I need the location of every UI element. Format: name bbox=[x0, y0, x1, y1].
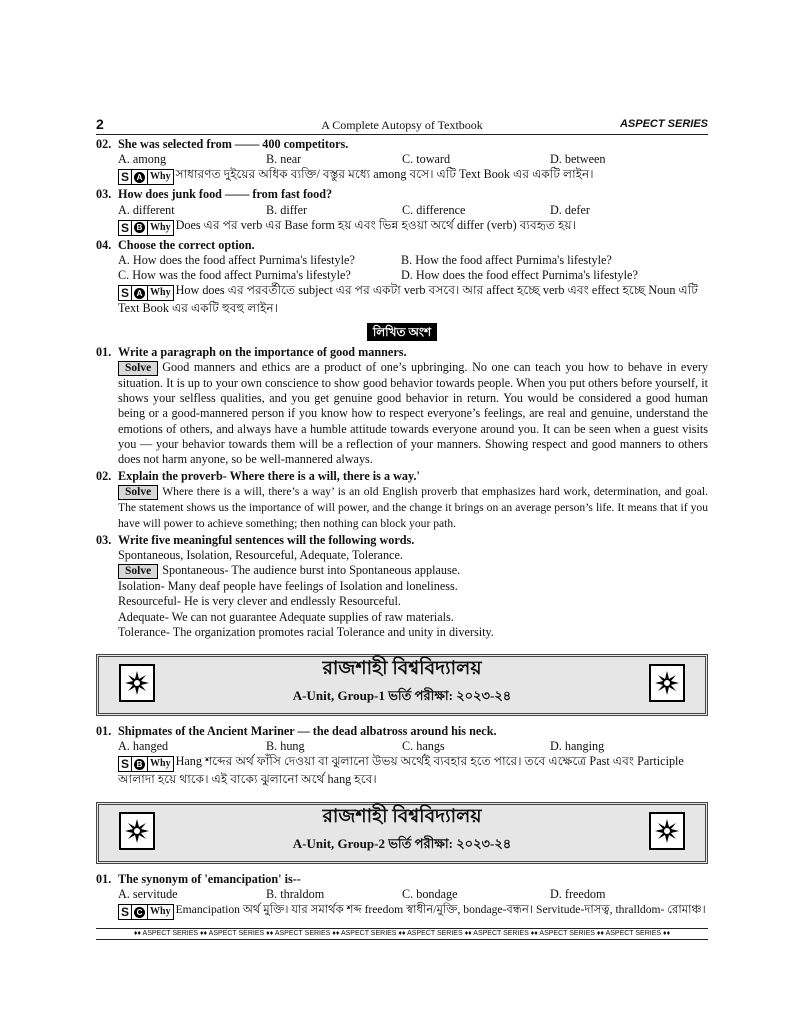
option: C. How was the food affect Purnima's lifestyle? bbox=[118, 268, 351, 283]
option: B. differ bbox=[266, 202, 308, 217]
answer-badge: S B Why bbox=[118, 756, 174, 772]
question: 03. How does junk food —— from fast food? bbox=[96, 187, 333, 202]
option: A. among bbox=[118, 152, 167, 167]
answer-letter: C bbox=[134, 907, 145, 918]
question: 01. Write a paragraph on the importance of good manners. bbox=[96, 344, 407, 359]
book-title: A Complete Autopsy of Textbook bbox=[321, 118, 483, 132]
option: A. servitude bbox=[118, 886, 178, 901]
options bbox=[96, 739, 708, 754]
options bbox=[96, 268, 708, 283]
page-footer: ♦♦ ASPECT SERIES ♦♦ ASPECT SERIES ♦♦ ASPECT SERIES ♦♦ ASPECT SERIES ♦♦ ASPECT SERIES ♦♦ ASPECT SERIES ♦♦ ASPECT SERIES ♦♦ ASPECT SERIES ♦♦ bbox=[96, 928, 708, 940]
question: 01. The synonym of 'emancipation' is-- bbox=[96, 871, 301, 886]
answer-letter: A bbox=[134, 172, 145, 183]
option: A. hanged bbox=[118, 739, 169, 754]
mcq-block-1 bbox=[96, 137, 708, 317]
option: C. toward bbox=[402, 152, 451, 167]
explanation: S B Why Hang শব্দের অর্থ ফাঁসি দেওয়া বা ঝুলানো উভয় অর্থেই ব্যবহার হতে পারে। তবে এক্ষেত্রে Past এবং Participle আলাদা হয়ে থাকে। এই বাক্যে ঝুলানো অর্থে hang হবে। bbox=[118, 754, 684, 787]
word-list: Spontaneous, Isolation, Resourceful, Adequate, Tolerance. bbox=[118, 548, 403, 563]
option: A. different bbox=[118, 202, 175, 217]
option: D. How does the food effect Purnima's lifestyle? bbox=[401, 268, 638, 283]
solve-label: Solve bbox=[118, 361, 158, 376]
sentence: Isolation- Many deaf people have feelings of Isolation and loneliness. bbox=[118, 579, 458, 594]
page-number: 2 bbox=[96, 116, 104, 132]
answer-letter: B bbox=[134, 759, 145, 770]
solve-label: Solve bbox=[118, 485, 158, 500]
options bbox=[96, 887, 708, 902]
series-title: ASPECT SERIES bbox=[619, 118, 708, 130]
options bbox=[96, 203, 708, 218]
exam-unit: A-Unit, Group-1 ভর্তি পরীক্ষা: ২০২৩-২৪ bbox=[292, 688, 512, 704]
mcq-block-2 bbox=[96, 724, 708, 788]
page-content bbox=[96, 137, 708, 940]
page bbox=[96, 112, 708, 940]
question: 02. Explain the proverb- Where there is a will, there is a way.' bbox=[96, 469, 420, 484]
question: 02. She was selected from —— 400 competitors. bbox=[96, 137, 349, 151]
sentence: Tolerance- The organization promotes racial Tolerance and unity in diversity. bbox=[118, 624, 494, 639]
sentence: Adequate- We can not guarantee Adequate supplies of raw materials. bbox=[118, 609, 454, 624]
option: D. hanging bbox=[550, 739, 605, 754]
page-header bbox=[96, 112, 708, 135]
option: C. hangs bbox=[402, 739, 445, 754]
option: B. How the food affect Purnima's lifestyle? bbox=[401, 253, 612, 268]
explanation: S A Why How does এর পরবর্তীতে subject এর পর একটা verb বসবে। আর affect হচ্ছে verb এবং effect হচ্ছে Noun এটি Text Book এর একটি হুবহু লাইন। bbox=[118, 283, 698, 316]
explanation: S C Why Emancipation অর্থ মুক্তি। যার সমার্থক শব্দ freedom স্বাধীন/মুক্তি, bondage-বন্ধন। Servitude-দাসত্ব, thralldom- রোমাঞ্চ। bbox=[96, 902, 708, 920]
university-logo-icon bbox=[649, 812, 685, 850]
option: B. hung bbox=[266, 739, 305, 754]
mcq-block-3 bbox=[96, 872, 708, 920]
options bbox=[96, 152, 708, 167]
exam-unit: A-Unit, Group-2 ভর্তি পরীক্ষা: ২০২৩-২৪ bbox=[292, 835, 512, 851]
option: B. near bbox=[266, 152, 302, 167]
option: D. between bbox=[550, 152, 606, 167]
answer: Solve Good manners and ethics are a product of one’s upbringing. No one can teach you how to behave in every situation. It is up to your own conscience to show good behavior towards people. When you put others before yourself, it shows your selfless qualities, and you get genuine good behavior in return. You would be considered a good human being or a good-mannered person if you know how to respect everyone’s feelings, are real and genuine, understand the emotions of others, and always have a humble attitude towards everyone around you. It can be seen when a guest visits you — your behavior towards them will be a reflection of your manners. Showing respect and good manners to others does not harm anyone, so be well-mannered always. bbox=[118, 360, 708, 467]
university-logo-icon bbox=[649, 664, 685, 702]
answer: Solve Spontaneous- The audience burst into Spontaneous applause. bbox=[96, 563, 708, 579]
question: 04. Choose the correct option. bbox=[96, 237, 255, 252]
option: D. freedom bbox=[550, 886, 606, 901]
written-block bbox=[96, 345, 708, 640]
university-name: রাজশাহী বিশ্ববিদ্যালয় bbox=[322, 658, 482, 680]
option: C. bondage bbox=[402, 886, 458, 901]
explanation: S A Why সাধারণত দুইয়ের অধিক ব্যক্তি/ বস্তুর মধ্যে among বসে। এটি Text Book এর একটি লাইন। bbox=[96, 167, 708, 185]
answer-badge: S A Why bbox=[118, 285, 174, 301]
option: C. difference bbox=[402, 202, 466, 217]
question: 01. Shipmates of the Ancient Mariner — the dead albatross around his neck. bbox=[96, 724, 497, 739]
answer-letter: B bbox=[134, 222, 145, 233]
sentence: Resourceful- He is very clever and endlessly Resourceful. bbox=[118, 594, 401, 609]
option: D. defer bbox=[550, 202, 590, 217]
options bbox=[96, 253, 708, 268]
section-title: লিখিত অংশ bbox=[96, 325, 708, 340]
answer-badge: S B Why bbox=[118, 220, 174, 236]
answer-letter: A bbox=[134, 288, 145, 299]
answer: Solve Where there is a will, there’s a way’ is an old English proverb that emphasizes hard work, determination, and goal. The statement shows us the importance of will power, and the change it brings on an average person’s life. It means that if you have will power to achieve something; then nothing can block your path. bbox=[118, 485, 708, 530]
answer-badge: S A Why bbox=[118, 169, 174, 185]
solve-label: Solve bbox=[118, 564, 158, 579]
university-banner bbox=[96, 802, 708, 864]
university-banner bbox=[96, 654, 708, 716]
question: 03. Write five meaningful sentences will the following words. bbox=[96, 532, 415, 547]
option: A. How does the food affect Purnima's lifestyle? bbox=[118, 253, 355, 268]
university-name: রাজশাহী বিশ্ববিদ্যালয় bbox=[322, 805, 482, 827]
answer-badge: S C Why bbox=[118, 904, 174, 920]
option: B. thraldom bbox=[266, 886, 325, 901]
explanation: S B Why Does এর পর verb এর Base form হয় এবং ভিন্ন হওয়া অর্থে differ (verb) ব্যবহৃত হয়। bbox=[96, 218, 708, 236]
